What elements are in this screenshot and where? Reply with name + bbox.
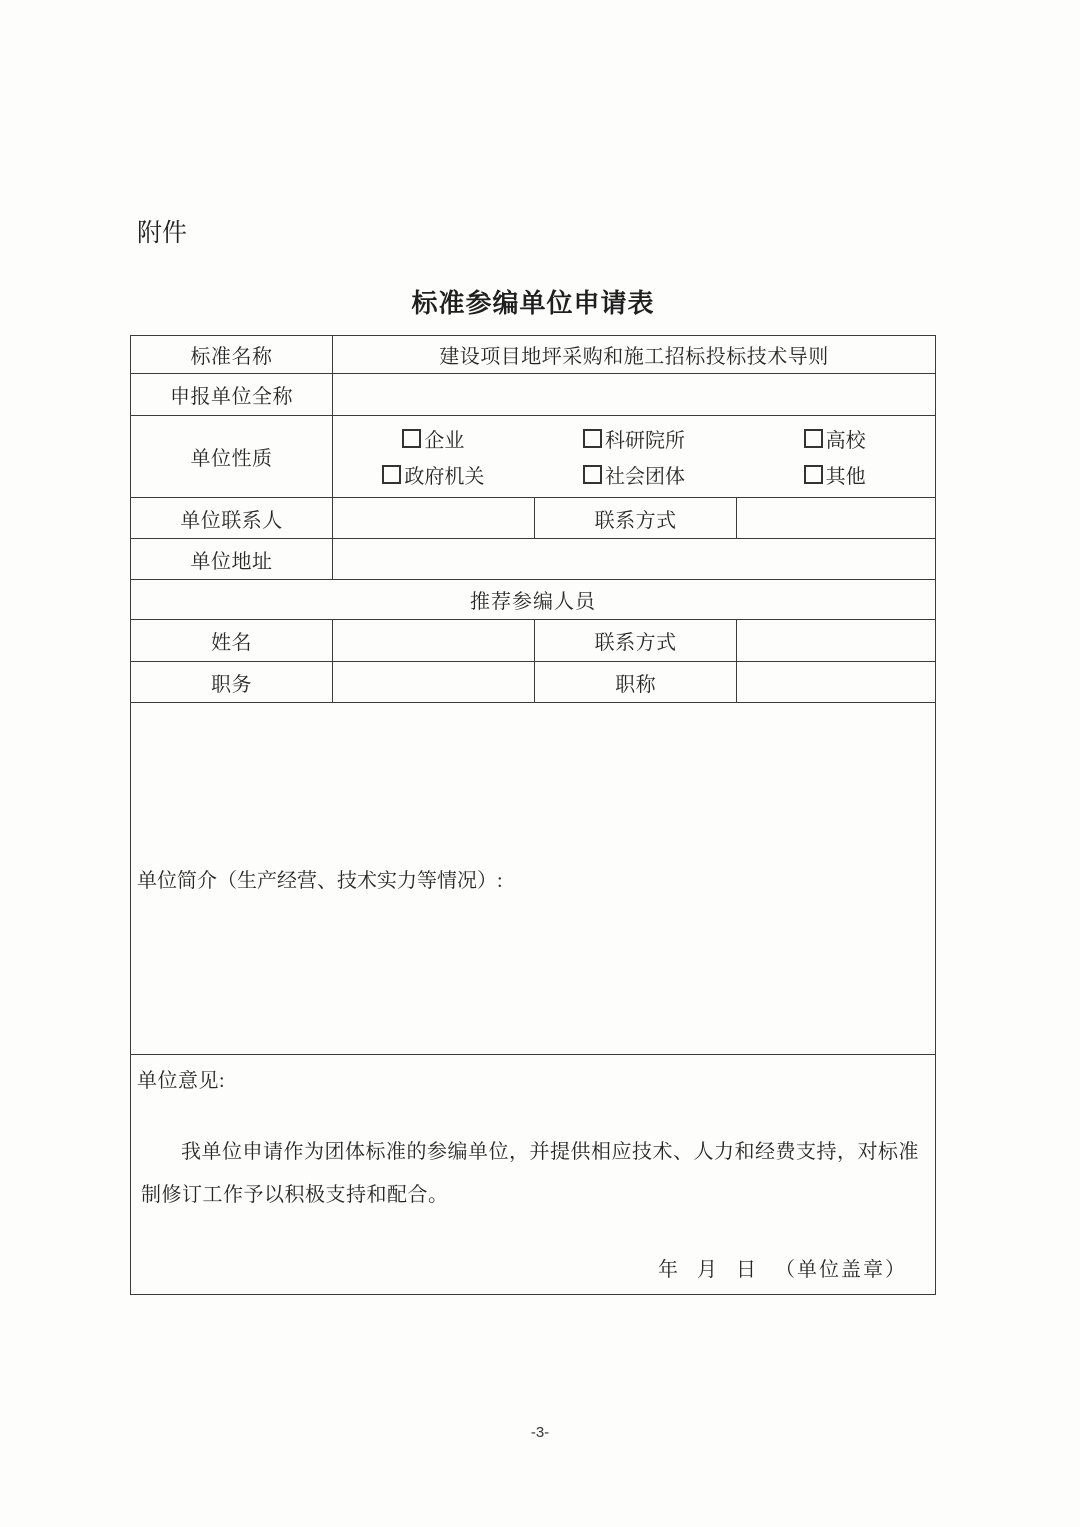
unit-opinion-statement: 我单位申请作为团体标准的参编单位，并提供相应技术、人力和经费支持，对标准制修订工作予以积极支持和配合。 (141, 1140, 919, 1206)
option-government (333, 460, 534, 489)
date-seal-line: 年 月 日 （单位盖章） (658, 1258, 907, 1281)
option-other (734, 460, 935, 489)
option-social-organization (534, 460, 735, 489)
unit-opinion-label: 单位意见: (137, 1069, 226, 1092)
application-form-table (130, 335, 936, 1295)
person-title-label: 职称 (535, 662, 737, 703)
row-unit-profile (131, 703, 936, 1055)
applicant-unit-label: 申报单位全称 (131, 374, 333, 416)
unit-contact-value-cell (333, 498, 535, 539)
option-label: 政府机关 (404, 466, 485, 489)
row-unit-contact (131, 498, 936, 539)
option-label: 社会团体 (605, 466, 686, 489)
option-enterprise (333, 424, 534, 453)
unit-nature-options (333, 416, 935, 497)
row-standard-name (131, 336, 936, 374)
recommended-people-header: 推荐参编人员 (131, 580, 936, 620)
unit-address-label: 单位地址 (131, 539, 333, 580)
row-recommended-header (131, 580, 936, 620)
unit-nature-label: 单位性质 (131, 416, 333, 498)
option-university (734, 424, 935, 453)
person-position-label: 职务 (131, 662, 333, 703)
checkbox-icon[interactable] (804, 429, 823, 448)
person-contact-method-label: 联系方式 (535, 620, 737, 662)
attachment-label: 附件 (137, 219, 188, 247)
unit-nature-options-cell (333, 416, 936, 498)
unit-profile-cell (131, 703, 936, 1055)
option-label: 高校 (825, 429, 866, 452)
checkbox-icon[interactable] (583, 465, 602, 484)
unit-address-value-cell (333, 539, 936, 580)
unit-opinion-cell (131, 1055, 936, 1295)
unit-contact-method-value-cell (737, 498, 936, 539)
person-contact-method-value-cell (737, 620, 936, 662)
row-person-name (131, 620, 936, 662)
standard-name-label: 标准名称 (131, 336, 333, 374)
person-title-value-cell (737, 662, 936, 703)
option-research-institute (534, 424, 735, 453)
person-position-value-cell (333, 662, 535, 703)
option-label: 其他 (825, 466, 866, 489)
row-person-position (131, 662, 936, 703)
page-title: 标准参编单位申请表 (411, 288, 655, 318)
person-name-label: 姓名 (131, 620, 333, 662)
applicant-unit-value-cell (333, 374, 936, 416)
person-name-value-cell (333, 620, 535, 662)
option-label: 科研院所 (605, 429, 686, 452)
page-number: -3- (530, 1424, 550, 1441)
unit-profile-label: 单位简介（生产经营、技术实力等情况）: (137, 870, 503, 892)
checkbox-icon[interactable] (402, 429, 421, 448)
standard-name-value: 建设项目地坪采购和施工招标投标技术导则 (333, 336, 936, 374)
unit-contact-label: 单位联系人 (131, 498, 333, 539)
row-applicant-unit (131, 374, 936, 416)
checkbox-icon[interactable] (583, 429, 602, 448)
checkbox-icon[interactable] (382, 465, 401, 484)
checkbox-icon[interactable] (804, 465, 823, 484)
row-unit-opinion (131, 1055, 936, 1295)
row-unit-nature (131, 416, 936, 498)
unit-contact-method-label: 联系方式 (535, 498, 737, 539)
option-label: 企业 (424, 429, 465, 452)
row-unit-address (131, 539, 936, 580)
unit-opinion-content (137, 1064, 929, 1286)
